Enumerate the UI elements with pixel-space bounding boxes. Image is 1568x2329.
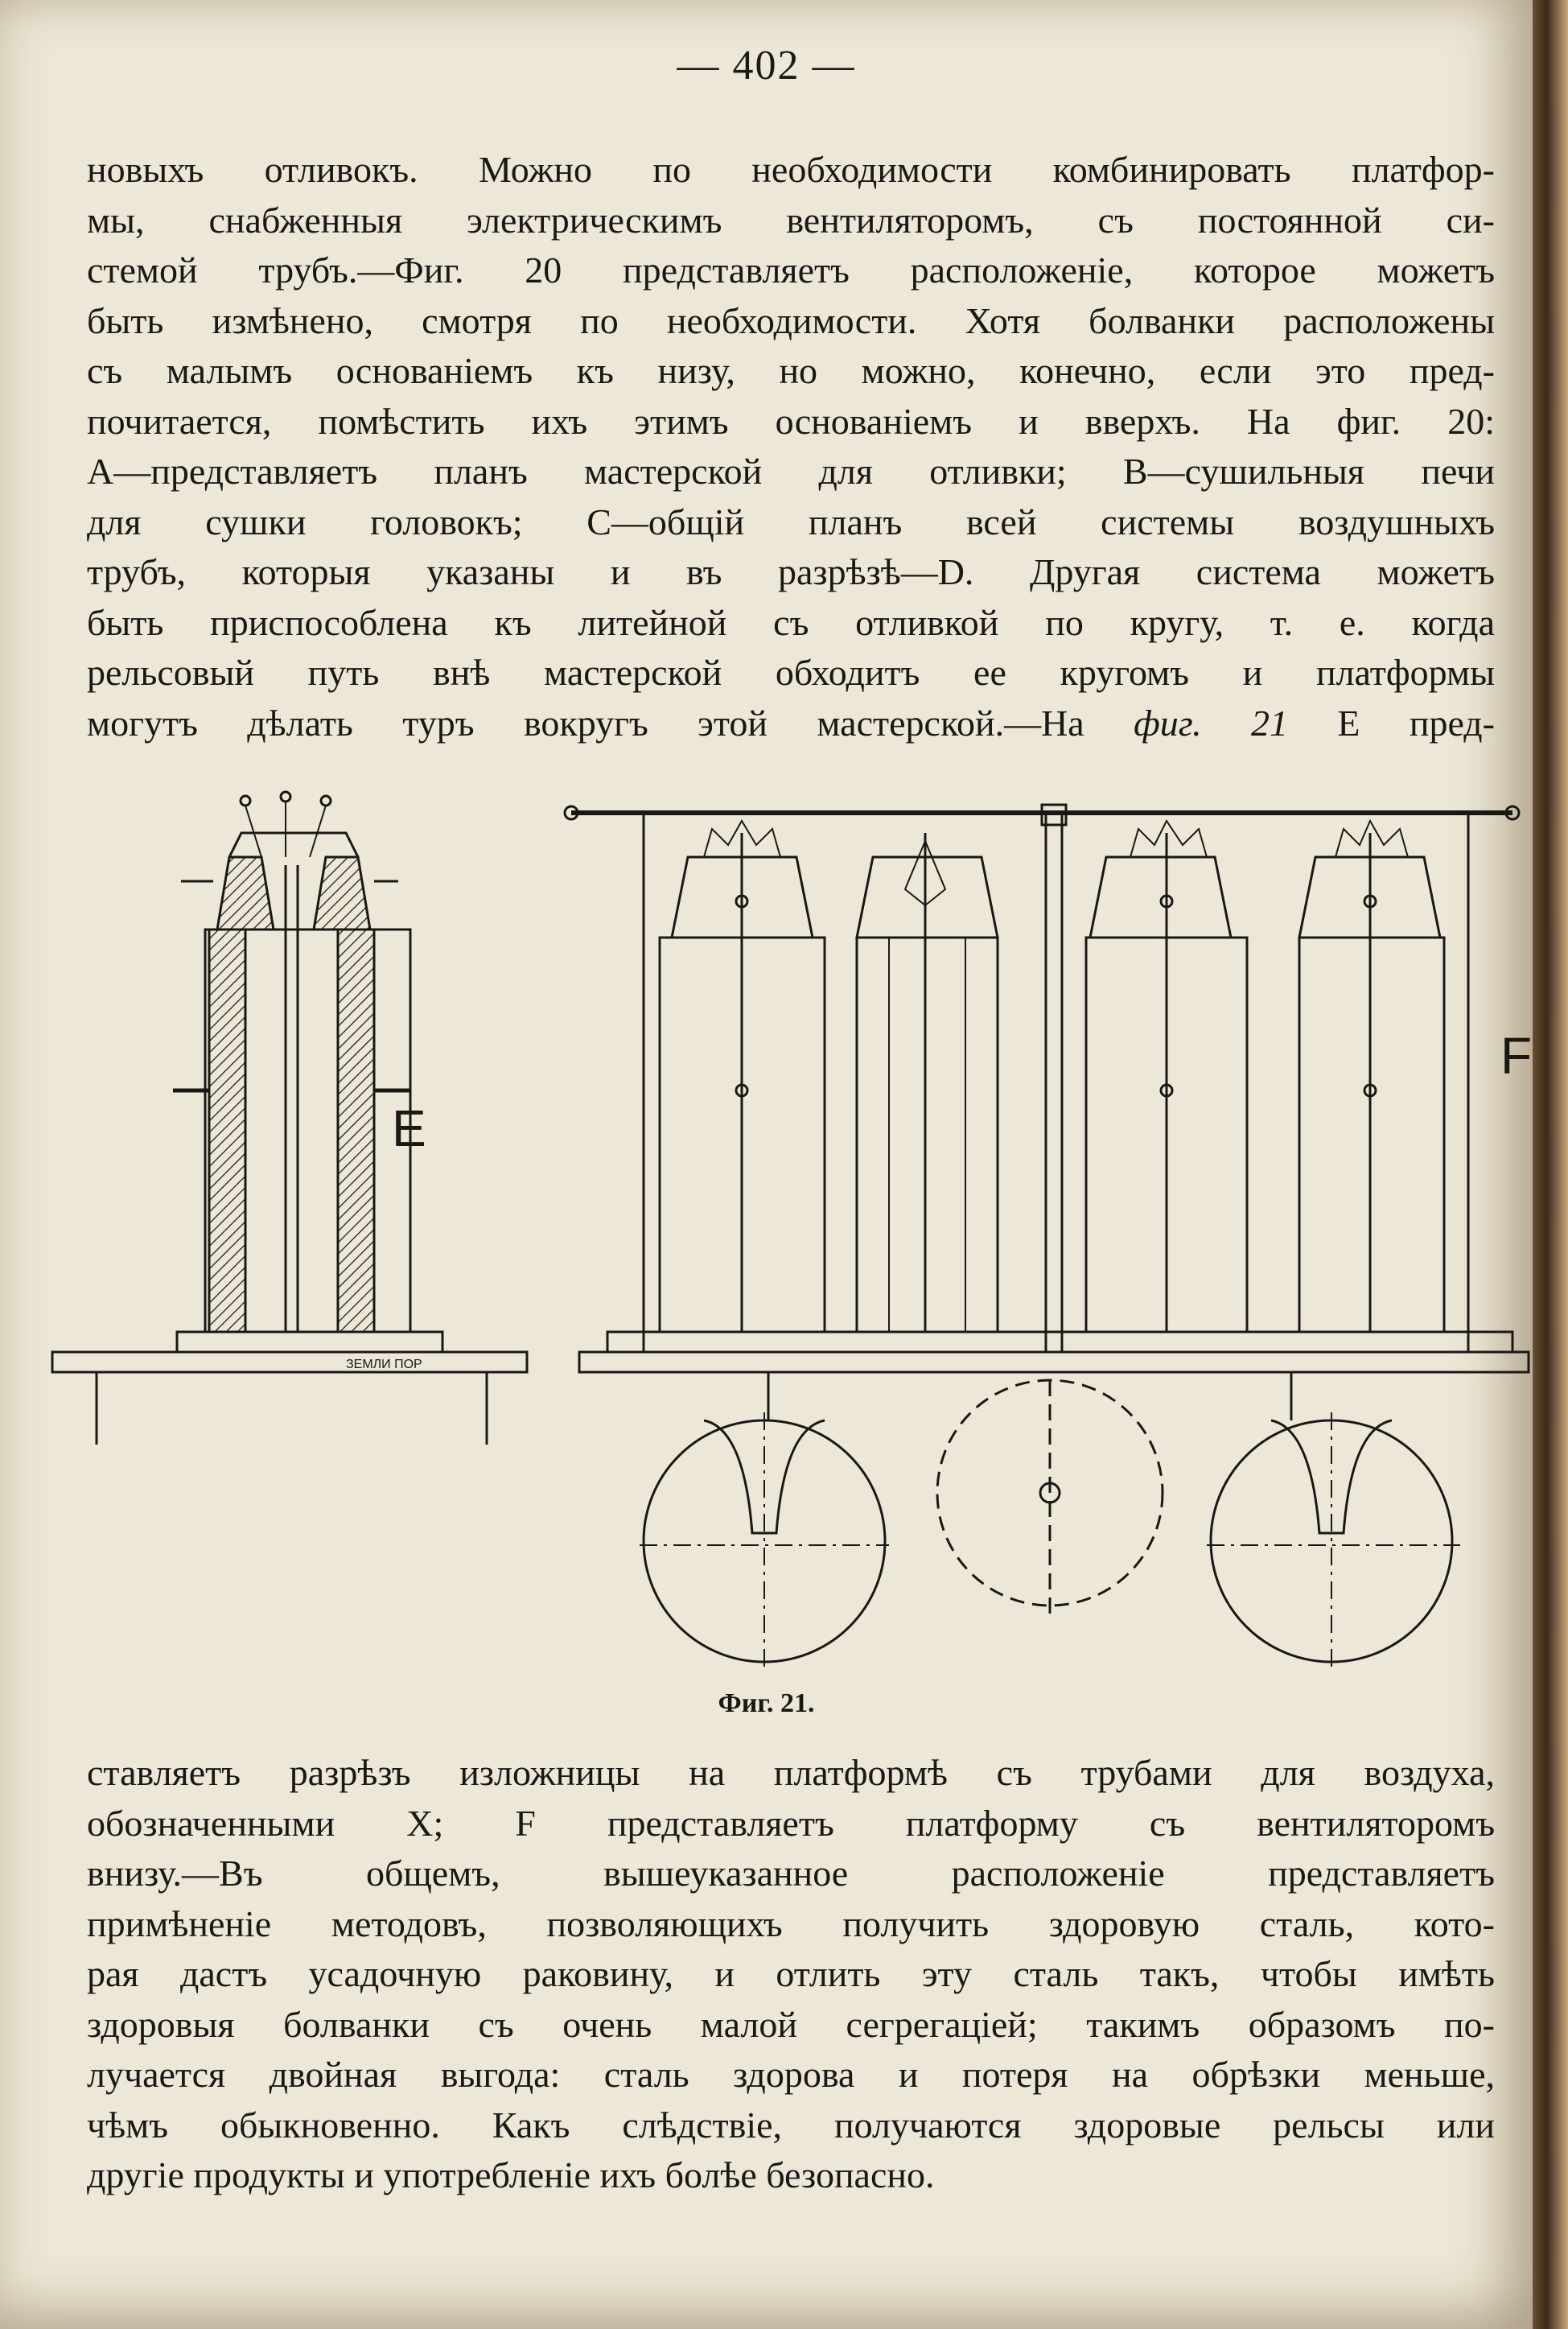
paragraph-top	[87, 145, 1495, 748]
text-line: для сушки головокъ; C—общiй планъ всей системы воздушныхъ	[87, 501, 1495, 542]
figure-caption: Фиг. 21.	[718, 1688, 815, 1718]
text-line: стемой трубъ.—Фиг. 20 представляетъ расположенiе, которое можетъ	[87, 249, 1495, 291]
text-line: другiе продукты и употребленiе ихъ болѣе безопасно.	[87, 2154, 935, 2195]
text-line: трубъ, которыя указаны и въ разрѣзѣ—D. Другая система можетъ	[87, 551, 1495, 592]
page-number: — 402 —	[677, 43, 856, 89]
platform-F	[565, 805, 1529, 1670]
text-fragment: E пред-	[1287, 702, 1496, 744]
text-line: съ малымъ основанiемъ къ низу, но можно, конечно, если это пред-	[87, 350, 1495, 391]
figure-reference: фиг. 21	[1134, 702, 1288, 744]
text-line: чѣмъ обыкновенно. Какъ слѣдствiе, получаются здоровые рельсы или	[87, 2104, 1495, 2146]
text-fragment: могутъ дѣлать туръ вокругъ этой мастерской.—На	[87, 702, 1134, 744]
mould-1	[660, 821, 825, 1332]
text-line: лучается двойная выгода: сталь здорова и потеря на обрѣзки меньше,	[87, 2054, 1495, 2095]
mould-2	[857, 833, 998, 1332]
text-line: внизу.—Въ общемъ, вышеуказанное расположенiе представляетъ	[87, 1853, 1495, 1894]
text-line: новыхъ отливокъ. Можно по необходимости комбинировать платфор-	[87, 149, 1495, 190]
text-line: здоровыя болванки съ очень малой сегрегацiей; такимъ образомъ по-	[87, 2003, 1495, 2045]
text-line: рая дастъ усадочную раковину, и отлить эту сталь такъ, чтобы имѣть	[87, 1953, 1495, 1994]
text-line: почитается, помѣстить ихъ этимъ основанiемъ и вверхъ. На фиг. 20:	[87, 400, 1495, 442]
text-line: мы, снабженныя электрическимъ вентиляторомъ, съ постоянной си-	[87, 199, 1495, 241]
text-line: примѣненiе методовъ, позволяющихъ получить здоровую сталь, кото-	[87, 1902, 1495, 1944]
text-line: ставляетъ разрѣзъ изложницы на платформѣ съ трубами для воздуха,	[87, 1752, 1495, 1793]
label-F: F	[1500, 1027, 1533, 1085]
text-line: обозначенными X; F представляетъ платформу съ вентиляторомъ	[87, 1802, 1495, 1844]
text-line: быть измѣнено, смотря по необходимости. Хотя болванки расположены	[87, 299, 1495, 341]
figure-21-drawing	[44, 785, 1533, 1694]
text-line: A—представляетъ планъ мастерской для отливки; B—сушильныя печи	[87, 451, 1495, 492]
text-line: быть приспособлена къ литейной съ отливкой по кругу, т. е. когда	[87, 601, 1495, 643]
mould-section-E	[52, 792, 527, 1445]
stamp-text: ЗЕМЛИ ПОР	[346, 1358, 422, 1371]
mould-3	[1086, 821, 1247, 1332]
paragraph-bottom	[87, 1748, 1495, 2201]
text-line: рельсовый путь внѣ мастерской обходитъ ее кругомъ и платформы	[87, 652, 1495, 693]
figure-21	[44, 785, 1533, 1694]
book-spine	[1533, 0, 1568, 2329]
label-E: E	[392, 1099, 426, 1157]
text-line	[87, 699, 1495, 749]
mould-4	[1299, 821, 1444, 1332]
